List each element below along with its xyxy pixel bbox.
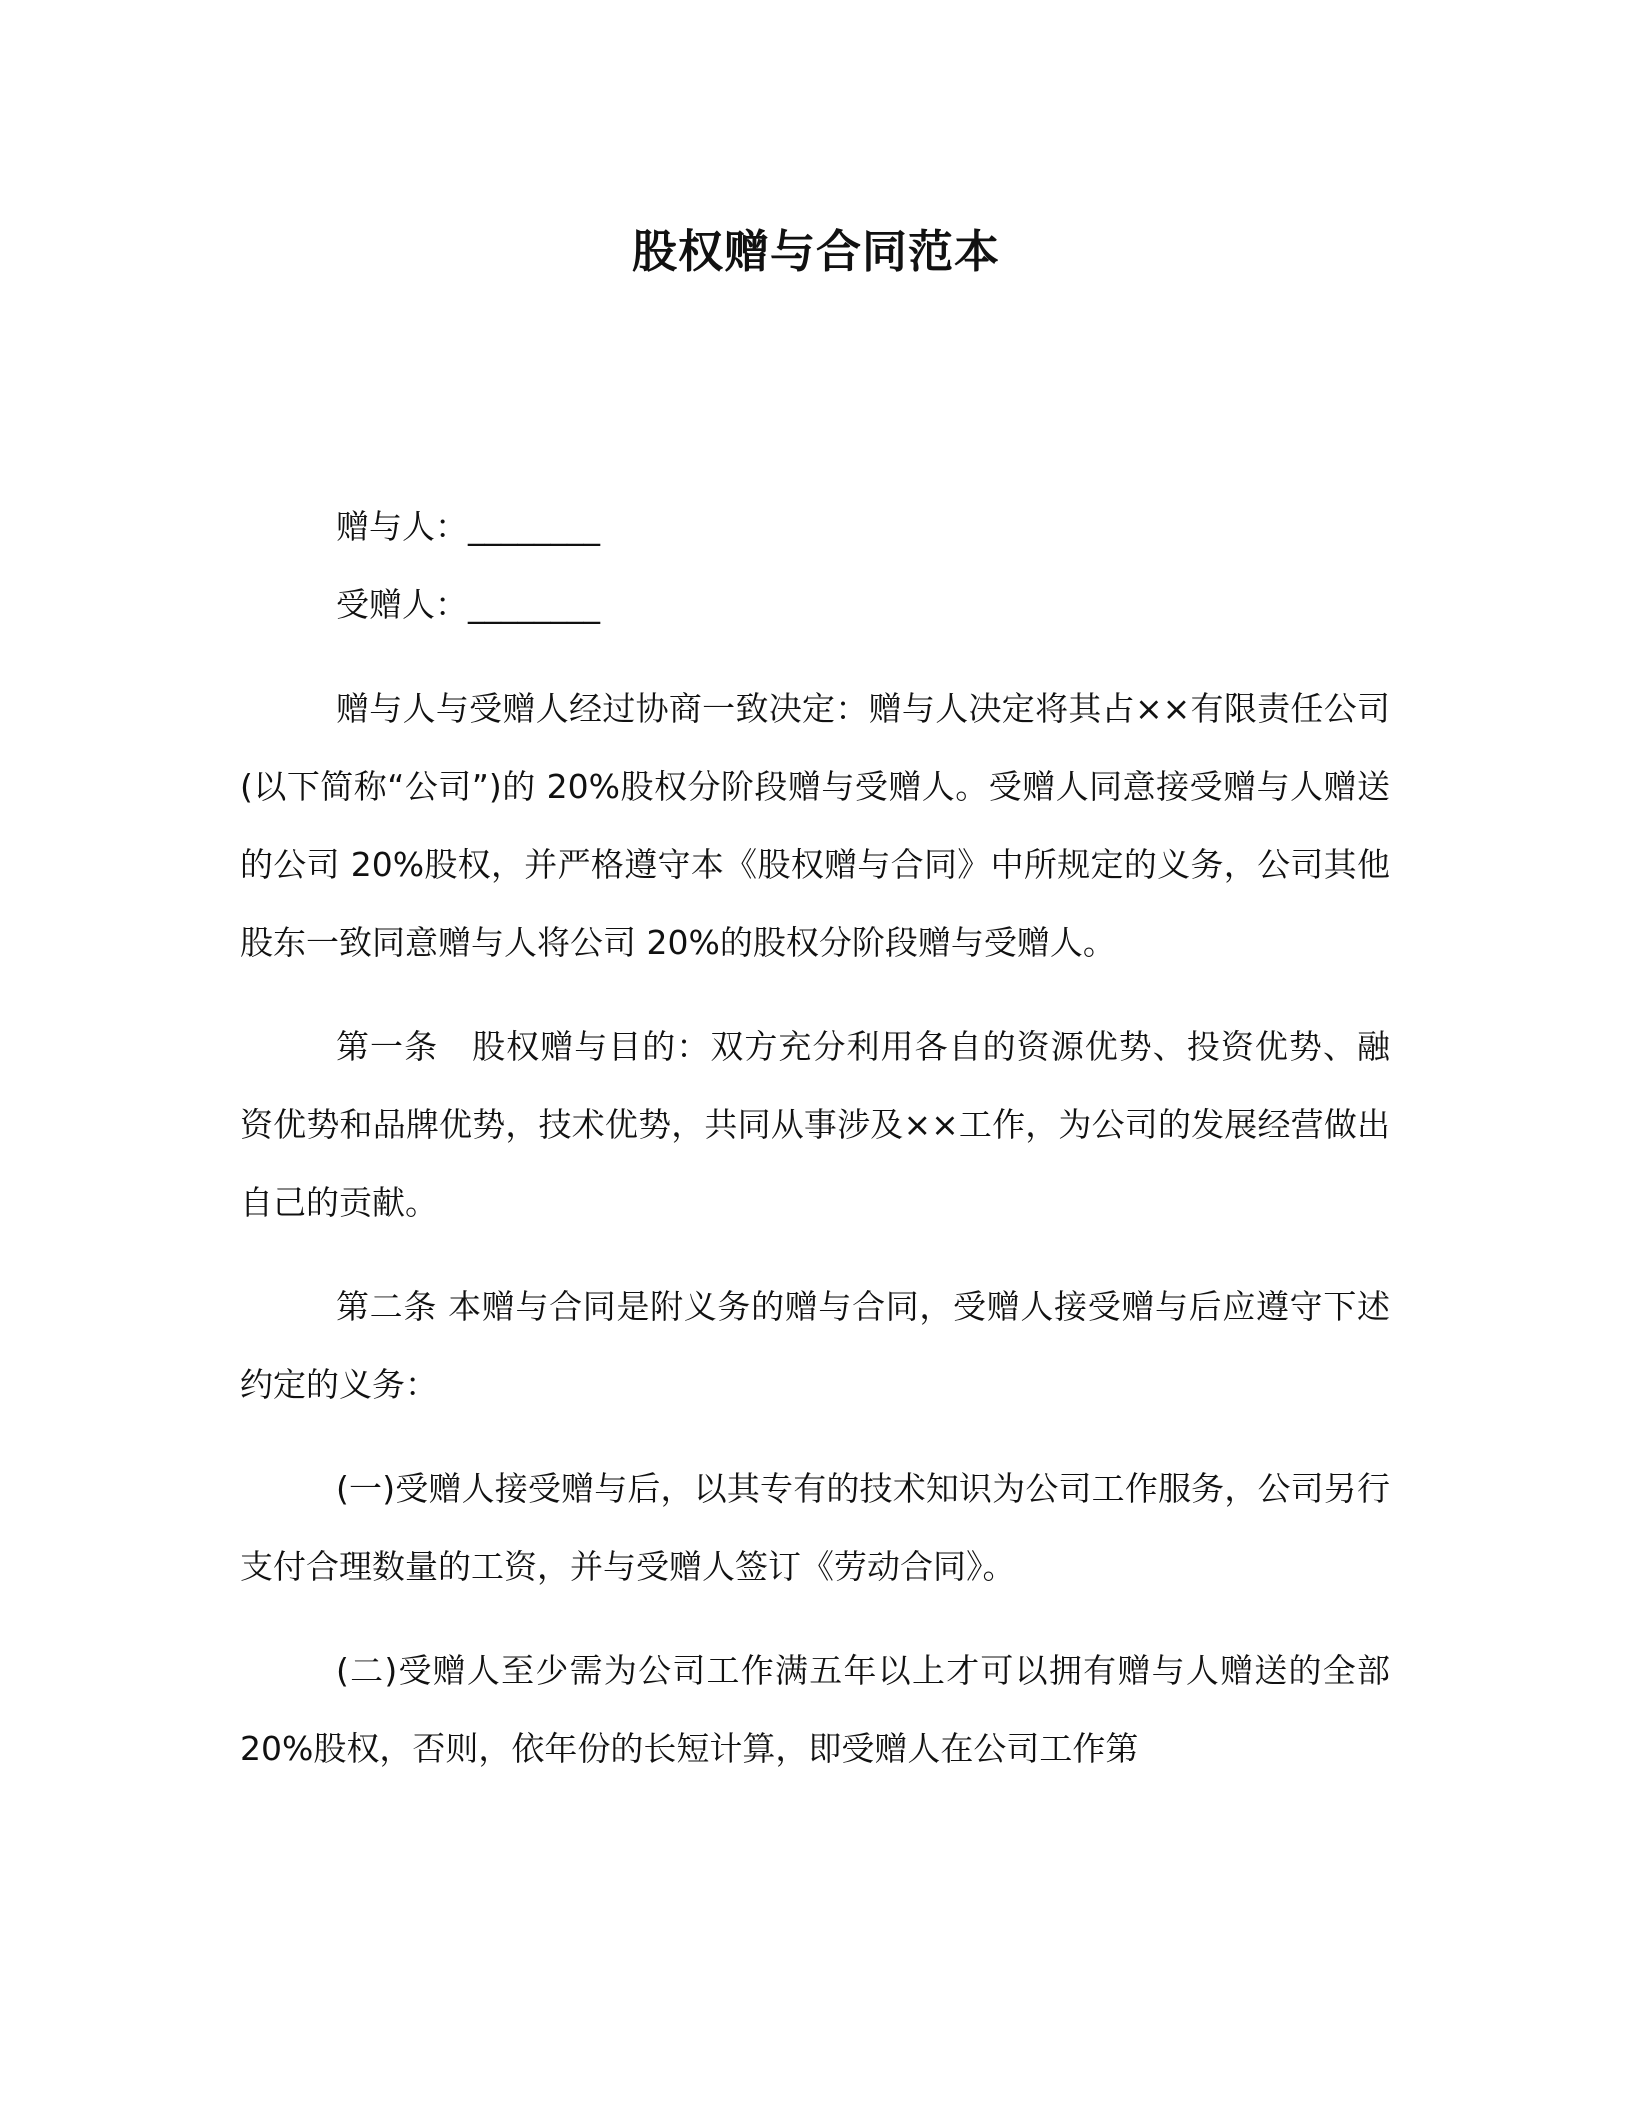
document-title: 股权赠与合同范本 <box>631 225 1000 278</box>
clause-1-paragraph: (一)受赠人接受赠与后，以其专有的技术知识为公司工作服务，公司另行支付合理数量的工资，并与受赠人签订《劳动合同》。 <box>240 1469 1390 1586</box>
donee-blank: ________ <box>468 585 600 624</box>
donee-label: 受赠人： <box>336 585 468 624</box>
document-body <box>240 488 1390 1788</box>
clause-2-paragraph: (二)受赠人至少需为公司工作满五年以上才可以拥有赠与人赠送的全部 20%股权，否则，依年份的长短计算，即受赠人在公司工作第 <box>240 1651 1390 1768</box>
intro-paragraph: 赠与人与受赠人经过协商一致决定：赠与人决定将其占××有限责任公司(以下简称“公司”)的 20%股权分阶段赠与受赠人。受赠人同意接受赠与人赠送的公司 20%股权，并严格遵守本《股权赠与合同》中所规定的义务，公司其他股东一致同意赠与人将公司 20%的股权分阶段赠与受赠人。 <box>240 689 1390 962</box>
article-2-paragraph: 第二条 本赠与合同是附义务的赠与合同，受赠人接受赠与后应遵守下述约定的义务： <box>240 1287 1390 1404</box>
article-1-paragraph: 第一条 股权赠与目的：双方充分利用各自的资源优势、投资优势、融资优势和品牌优势，技术优势，共同从事涉及××工作，为公司的发展经营做出自己的贡献。 <box>240 1027 1390 1222</box>
donee-line <box>240 566 1390 644</box>
donor-blank: ________ <box>468 507 600 546</box>
donor-label: 赠与人： <box>336 507 468 546</box>
donor-line <box>240 488 1390 566</box>
